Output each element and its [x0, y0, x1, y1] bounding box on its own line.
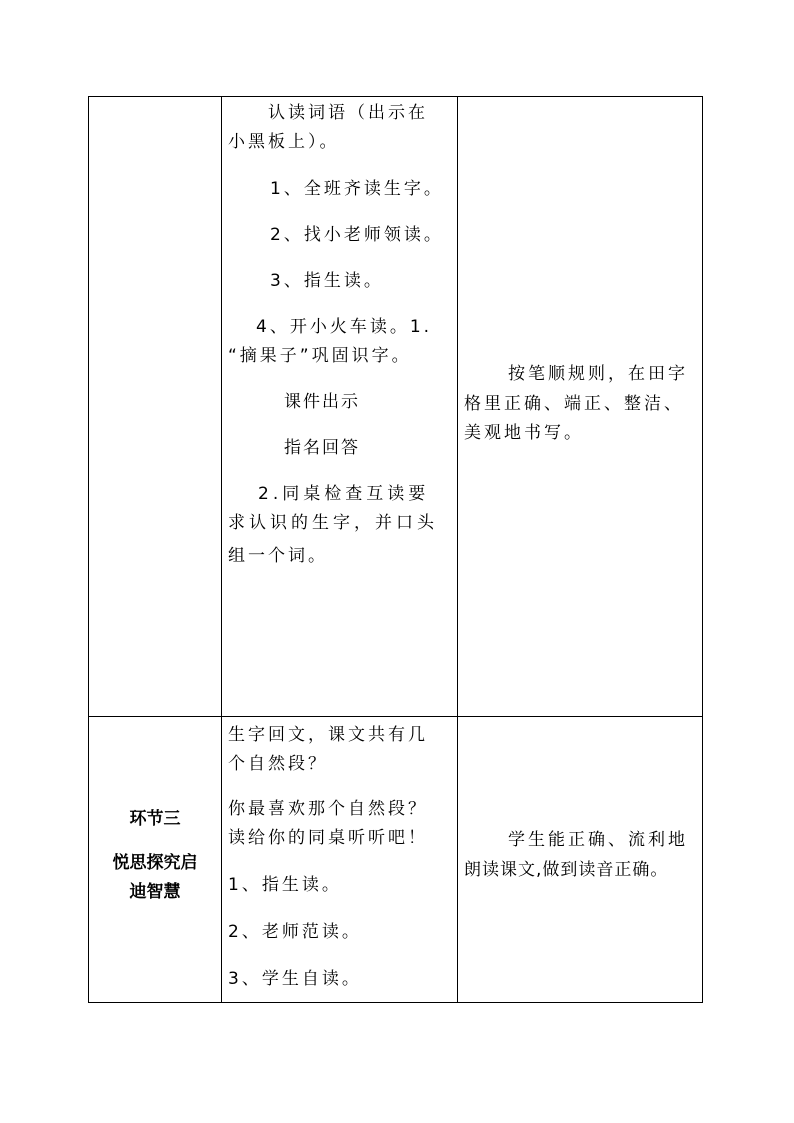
goal-line: 朗读课文,做到读音正确。 — [464, 860, 669, 880]
step-line: 2、老师范读。 — [228, 922, 362, 942]
check-line: 2.同桌检查互读要 — [258, 484, 430, 504]
goal-cell — [458, 717, 703, 1003]
activity-cell — [222, 97, 458, 717]
stage-title: 迪智慧 — [129, 882, 181, 902]
step-line: 2、找小老师领读。 — [270, 225, 444, 245]
goal-line: 格里正确、端正、整洁、 — [464, 394, 684, 414]
step-line: “摘果子”巩固识字。 — [228, 346, 412, 366]
stage-cell — [89, 717, 222, 1003]
table-row — [89, 717, 703, 1003]
step-line: 3、指生读。 — [270, 271, 384, 291]
intro-line: 小黑板上）。 — [228, 132, 340, 152]
check-line: 求认识的生字，并口头 — [228, 513, 438, 533]
question-line: 个自然段？ — [228, 754, 328, 774]
intro-line: 认读词语（出示在 — [268, 103, 428, 123]
stage-label: 环节三 — [129, 809, 181, 829]
lesson-plan-table — [88, 96, 703, 1003]
table-row — [89, 97, 703, 717]
question-line: 你最喜欢那个自然段？ — [228, 799, 428, 819]
step-line: 1、指生读。 — [228, 875, 342, 895]
goal-line: 美观地书写。 — [464, 423, 584, 443]
question-line: 读给你的同桌听听吧！ — [228, 828, 428, 848]
step-line: 3、学生自读。 — [228, 969, 362, 989]
goal-cell — [458, 97, 703, 717]
answer-line: 指名回答 — [284, 438, 360, 458]
stage-cell-empty — [89, 97, 222, 717]
activity-cell — [222, 717, 458, 1003]
step-line: 1、全班齐读生字。 — [270, 179, 444, 199]
courseware-line: 课件出示 — [284, 392, 360, 412]
check-line: 组一个词。 — [228, 546, 328, 566]
stage-title: 悦思探究启 — [112, 853, 198, 873]
question-line: 生字回文，课文共有几 — [228, 725, 428, 745]
goal-line: 按笔顺规则，在田字 — [508, 364, 688, 384]
goal-line: 学生能正确、流利地 — [508, 830, 688, 850]
step-line: 4、开小火车读。1. — [256, 317, 433, 337]
